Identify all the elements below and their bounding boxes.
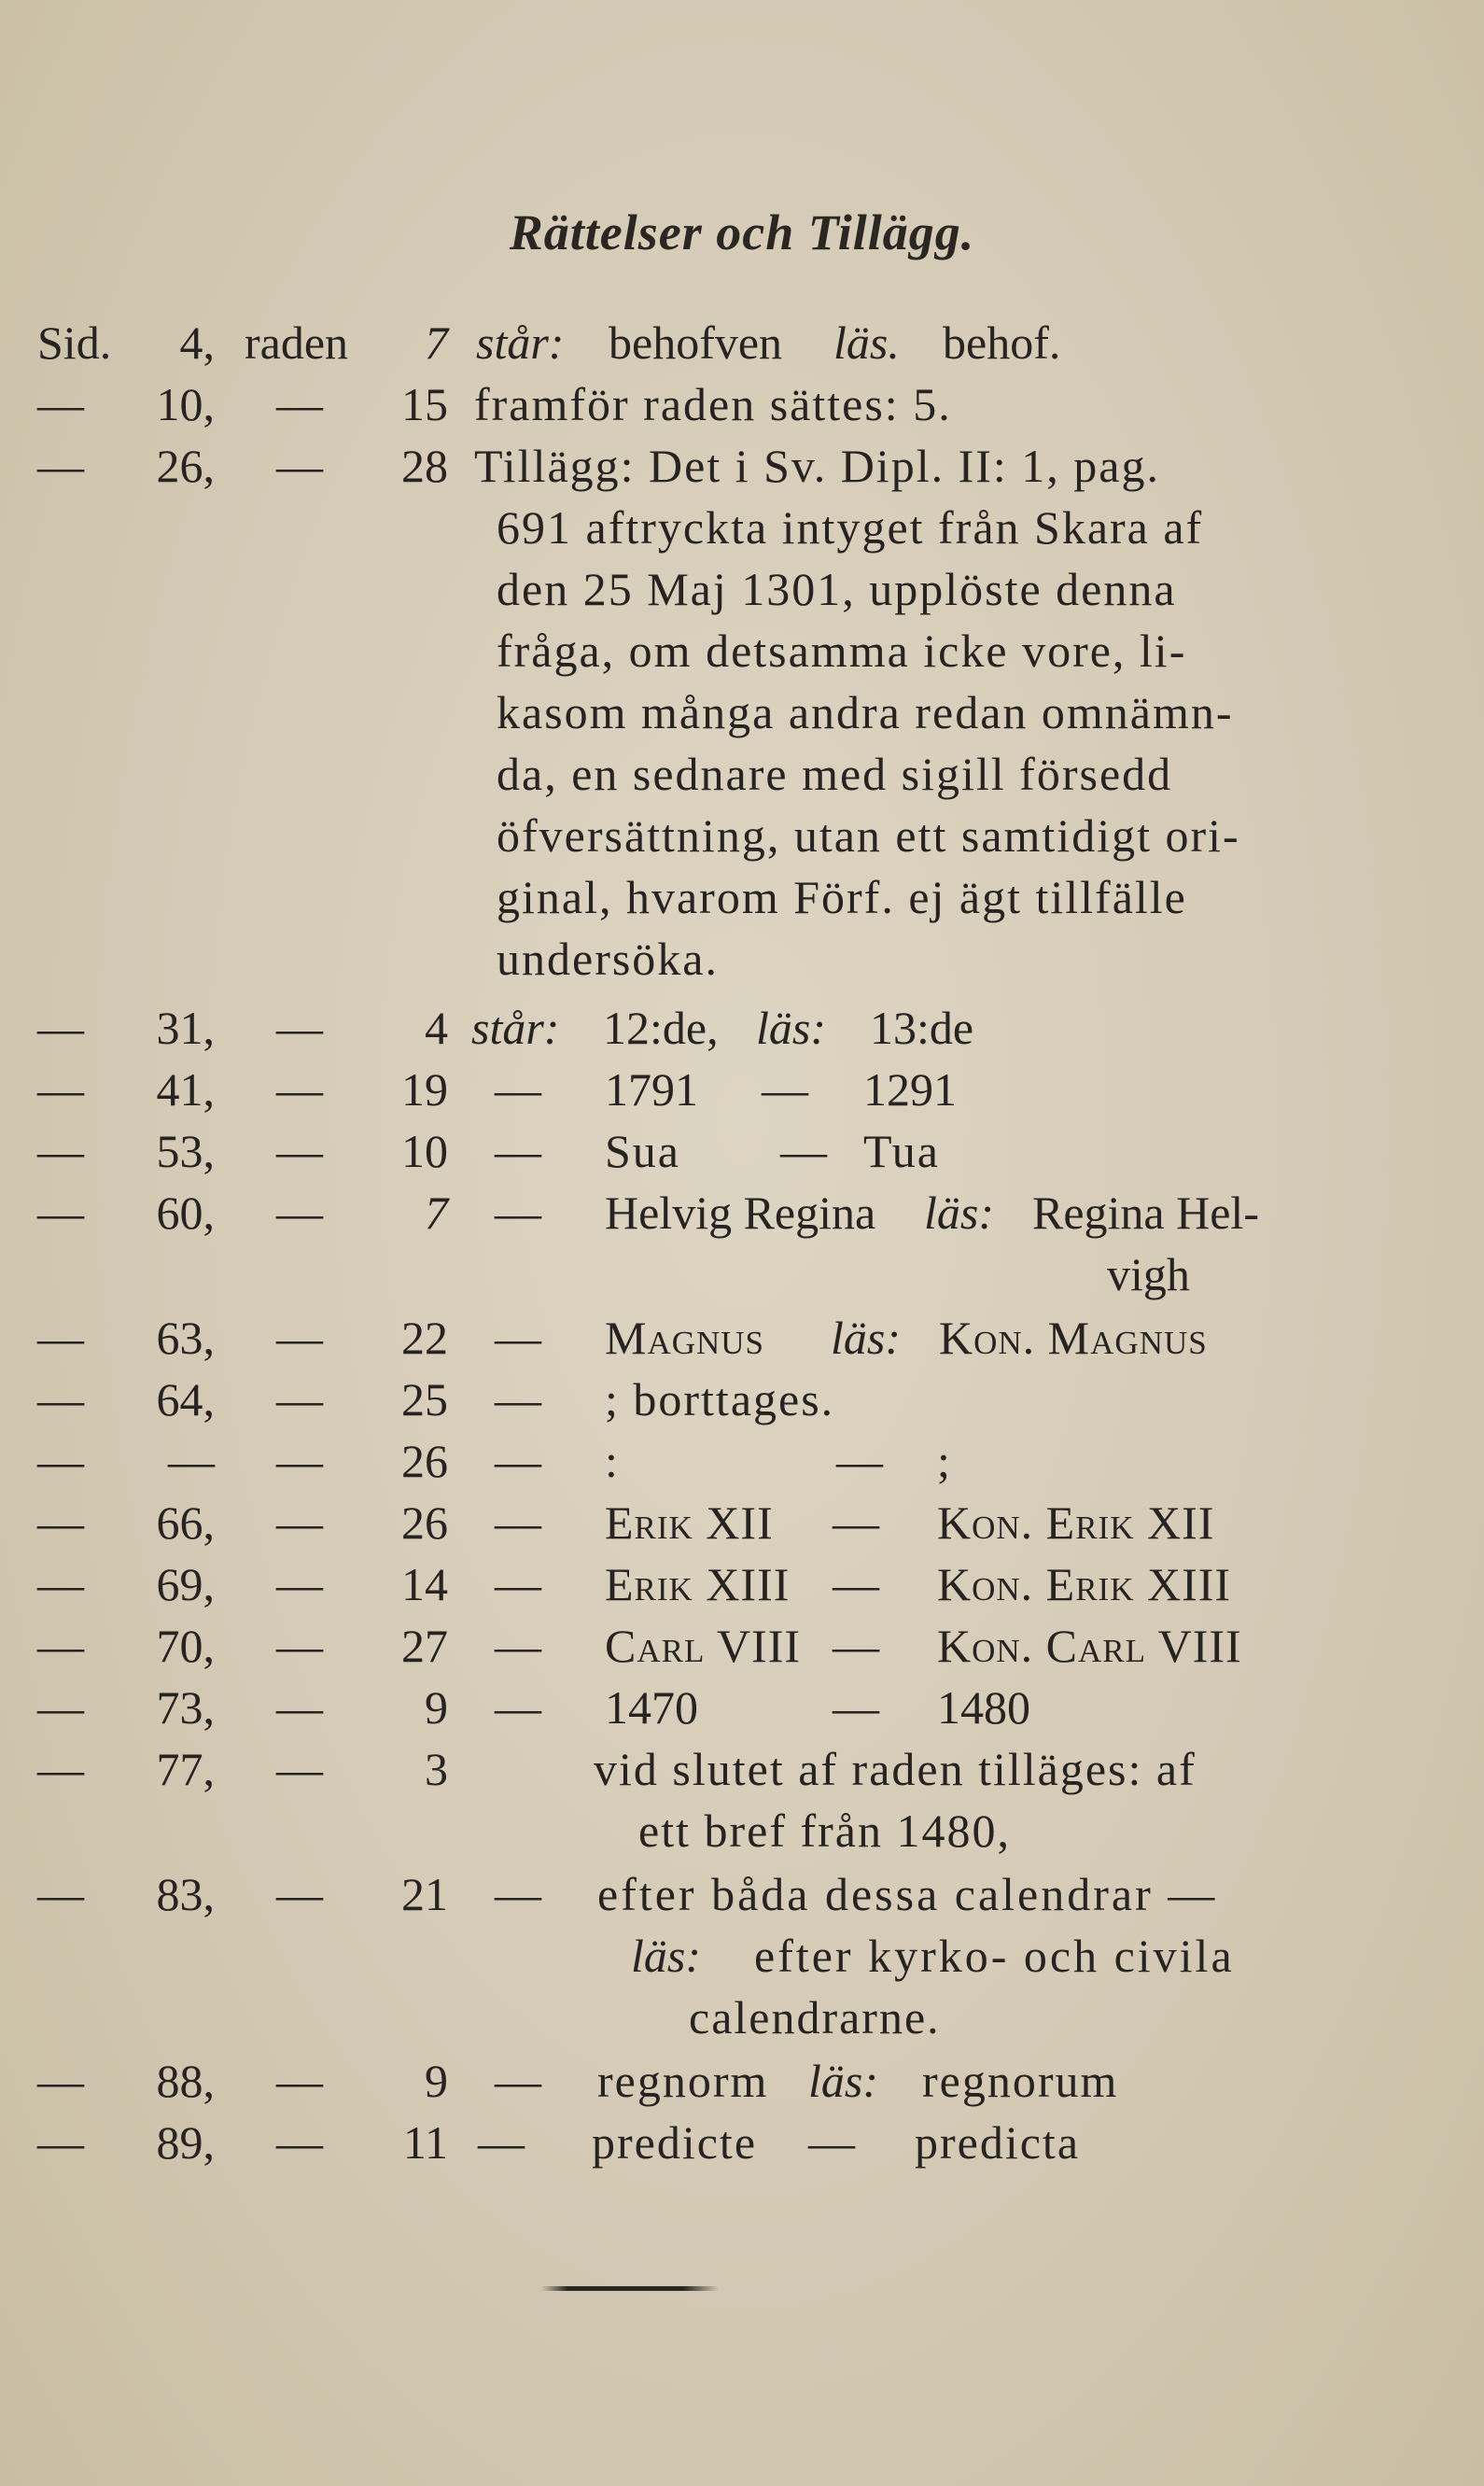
line-number: 28 — [401, 440, 448, 492]
continuation-text: da, en sednare med sigill försedd — [497, 748, 1173, 800]
raden-label: raden — [245, 316, 349, 369]
errata-row — [0, 1059, 1484, 1120]
sid-dash: — — [37, 1125, 84, 1177]
errata-row — [0, 1120, 1484, 1182]
raden-dash: — — [276, 1373, 323, 1426]
continuation-text: 691 aftryckta intyget från Skara af — [497, 501, 1204, 554]
kind-label: står: — [471, 1002, 560, 1054]
errata-row — [0, 1553, 1484, 1615]
continuation-line — [0, 1243, 1484, 1305]
raden-dash: — — [276, 1002, 323, 1054]
ditto-dash: — — [478, 2116, 525, 2169]
old-text: 1470 — [605, 1681, 698, 1734]
sid-dash: — — [37, 1558, 84, 1610]
raden-dash: — — [276, 2055, 323, 2107]
raden-dash: — — [276, 1681, 323, 1734]
raden-dash: — — [276, 2116, 323, 2169]
line-number: 14 — [401, 1558, 448, 1610]
ditto-dash: — — [495, 1063, 541, 1116]
page-number: 26, — [156, 440, 215, 492]
sid-label: Sid. — [37, 316, 112, 369]
line-number: 3 — [425, 1743, 448, 1795]
errata-row — [0, 1615, 1484, 1677]
errata-row — [0, 373, 1484, 435]
sid-dash: — — [37, 440, 84, 492]
continuation-text: efter kyrko- och civila — [754, 1930, 1235, 1982]
errata-row — [0, 1492, 1484, 1553]
page-number: 10, — [156, 378, 215, 430]
ditto-dash: — — [495, 1373, 541, 1426]
note-text: vid slutet af raden tilläges: af — [594, 1743, 1197, 1795]
raden-dash: — — [276, 1743, 323, 1795]
new-text: Kon. Carl VIII — [937, 1620, 1242, 1672]
kind-label: står: — [476, 316, 565, 369]
line-number: 19 — [401, 1063, 448, 1116]
line-number: 10 — [401, 1125, 448, 1177]
page-number: 41, — [156, 1063, 215, 1116]
errata-row — [0, 1369, 1484, 1430]
page-number: 66, — [156, 1496, 215, 1549]
page-number: 77, — [156, 1743, 215, 1795]
continuation-line — [0, 805, 1484, 866]
sid-dash: — — [37, 1620, 84, 1672]
continuation-text: undersöka. — [497, 933, 719, 985]
continuation-line — [0, 1925, 1484, 1987]
raden-dash: — — [276, 1187, 323, 1239]
old-text: Erik XIII — [605, 1558, 791, 1610]
sid-dash: — — [37, 1373, 84, 1426]
ditto-dash: — — [495, 1125, 541, 1177]
page-number: 89, — [156, 2116, 215, 2169]
errata-row — [0, 1430, 1484, 1492]
sid-dash: — — [37, 1063, 84, 1116]
page-number: 4, — [179, 316, 215, 369]
page-number: 73, — [156, 1681, 215, 1734]
old-text: predicte — [592, 2116, 758, 2169]
raden-dash: — — [276, 1435, 323, 1487]
sid-dash: — — [37, 2116, 84, 2169]
new-text: Tua — [863, 1125, 940, 1177]
old-text: Carl VIII — [605, 1620, 802, 1672]
continuation-text: fråga, om detsamma icke vore, li- — [497, 625, 1187, 677]
ditto-dash: — — [833, 1681, 879, 1734]
errata-row — [0, 997, 1484, 1059]
line-number: 11 — [402, 2116, 448, 2169]
old-text: : — [605, 1435, 618, 1487]
ditto-dash: — — [495, 1435, 541, 1487]
new-text: ; — [937, 1435, 950, 1487]
errata-row — [0, 1677, 1484, 1738]
errata-row — [0, 1738, 1484, 1800]
line-number: 9 — [425, 1681, 448, 1734]
sid-dash: — — [37, 1743, 84, 1795]
continuation-text: calendrarne. — [689, 1991, 941, 2044]
new-text: Regina Hel- — [1032, 1187, 1259, 1239]
ditto-dash: — — [495, 1620, 541, 1672]
page-number: 69, — [156, 1558, 215, 1610]
raden-dash: — — [276, 1496, 323, 1549]
continuation-line — [0, 1987, 1484, 2048]
sid-dash: — — [37, 1435, 84, 1487]
new-text: behof. — [943, 316, 1061, 369]
note-text: framför raden sättes: 5. — [474, 378, 952, 430]
old-text: Helvig Regina — [605, 1187, 876, 1239]
old-text: regnorm — [597, 2055, 769, 2107]
raden-dash: — — [276, 1620, 323, 1672]
continuation-text: ett bref från 1480, — [638, 1805, 1011, 1857]
las-label: läs: — [631, 1930, 701, 1982]
new-text: Kon. Erik XII — [937, 1496, 1215, 1549]
raden-dash: — — [276, 1063, 323, 1116]
new-text: 1480 — [937, 1681, 1030, 1734]
page-number: 63, — [156, 1312, 215, 1364]
errata-row — [0, 2112, 1484, 2173]
page-number: 60, — [156, 1187, 215, 1239]
line-number: 4 — [425, 1002, 448, 1054]
sid-dash: — — [37, 1312, 84, 1364]
closing-rule — [541, 2286, 719, 2291]
errata-row — [0, 1182, 1484, 1243]
page-number: 53, — [156, 1125, 215, 1177]
raden-dash: — — [276, 1125, 323, 1177]
continuation-text: ginal, hvarom Förf. ej ägt tillfälle — [497, 871, 1187, 923]
new-text: Kon. Erik XIII — [937, 1558, 1232, 1610]
continuation-line — [0, 681, 1484, 743]
line-number: 25 — [401, 1373, 448, 1426]
raden-dash: — — [276, 378, 323, 430]
sid-dash: — — [37, 378, 84, 430]
line-number: 15 — [401, 378, 448, 430]
new-text: 13:de — [870, 1002, 974, 1054]
ditto-dash: — — [808, 2116, 855, 2169]
ditto-dash: — — [495, 1558, 541, 1610]
page-number: 88, — [156, 2055, 215, 2107]
las-label: läs: — [831, 1312, 901, 1364]
old-text: Sua — [605, 1125, 680, 1177]
old-text: Magnus — [605, 1312, 765, 1364]
raden-dash: — — [276, 1312, 323, 1364]
ditto-dash: — — [495, 1496, 541, 1549]
las-label: läs: — [756, 1002, 826, 1054]
sid-dash: — — [37, 1002, 84, 1054]
line-number: 7 — [425, 316, 448, 369]
ditto-dash: — — [762, 1063, 808, 1116]
line-number: 7 — [425, 1187, 448, 1239]
continuation-line — [0, 497, 1484, 558]
page-title: Rättelser och Tillägg. — [509, 204, 975, 260]
las-label: läs: — [808, 2055, 878, 2107]
continuation-line — [0, 866, 1484, 928]
continuation-text: öfversättning, utan ett samtidigt ori- — [497, 809, 1240, 862]
old-text: 12:de, — [603, 1002, 719, 1054]
raden-dash: — — [276, 1558, 323, 1610]
sid-dash: — — [37, 2055, 84, 2107]
continuation-text: vigh — [1107, 1248, 1190, 1300]
page-number: 70, — [156, 1620, 215, 1672]
old-text: behofven — [609, 316, 783, 369]
errata-row — [0, 1863, 1484, 1925]
new-text: Kon. Magnus — [939, 1312, 1208, 1364]
old-text: Erik XII — [605, 1496, 774, 1549]
line-number: 27 — [401, 1620, 448, 1672]
las-label: läs. — [833, 316, 900, 369]
ditto-dash: — — [495, 1312, 541, 1364]
line-number: 9 — [425, 2055, 448, 2107]
line-number: 21 — [401, 1868, 448, 1920]
page-number: 83, — [156, 1868, 215, 1920]
line-number: 22 — [401, 1312, 448, 1364]
new-text: 1291 — [863, 1063, 957, 1116]
sid-dash: — — [37, 1187, 84, 1239]
ditto-dash: — — [836, 1435, 883, 1487]
note-text: ; borttages. — [605, 1373, 835, 1426]
continuation-line — [0, 1800, 1484, 1861]
page-ditto: — — [168, 1435, 215, 1487]
continuation-line — [0, 743, 1484, 805]
ditto-dash: — — [495, 1187, 541, 1239]
ditto-dash: — — [495, 1681, 541, 1734]
sid-dash: — — [37, 1681, 84, 1734]
las-label: läs: — [924, 1187, 994, 1239]
raden-dash: — — [276, 440, 323, 492]
new-text: predicta — [915, 2116, 1081, 2169]
errata-row — [0, 2050, 1484, 2112]
line-number: 26 — [401, 1435, 448, 1487]
note-text: Tillägg: Det i Sv. Dipl. II: 1, pag. — [474, 440, 1160, 492]
note-text: efter båda dessa calendrar — — [597, 1868, 1218, 1920]
page-number: 64, — [156, 1373, 215, 1426]
page-number: 31, — [156, 1002, 215, 1054]
errata-row — [0, 312, 1484, 373]
continuation-text: den 25 Maj 1301, upplöste denna — [497, 563, 1177, 615]
ditto-dash: — — [495, 2055, 541, 2107]
errata-row — [0, 1307, 1484, 1369]
errata-row — [0, 435, 1484, 497]
ditto-dash: — — [780, 1125, 827, 1177]
ditto-dash: — — [833, 1620, 879, 1672]
ditto-dash: — — [833, 1558, 879, 1610]
raden-dash: — — [276, 1868, 323, 1920]
continuation-line — [0, 620, 1484, 681]
line-number: 26 — [401, 1496, 448, 1549]
ditto-dash: — — [495, 1868, 541, 1920]
sid-dash: — — [37, 1496, 84, 1549]
new-text: regnorum — [922, 2055, 1119, 2107]
ditto-dash: — — [833, 1496, 879, 1549]
continuation-line — [0, 928, 1484, 990]
continuation-line — [0, 558, 1484, 620]
continuation-text: kasom många andra redan omnämn- — [497, 686, 1234, 738]
old-text: 1791 — [605, 1063, 698, 1116]
sid-dash: — — [37, 1868, 84, 1920]
